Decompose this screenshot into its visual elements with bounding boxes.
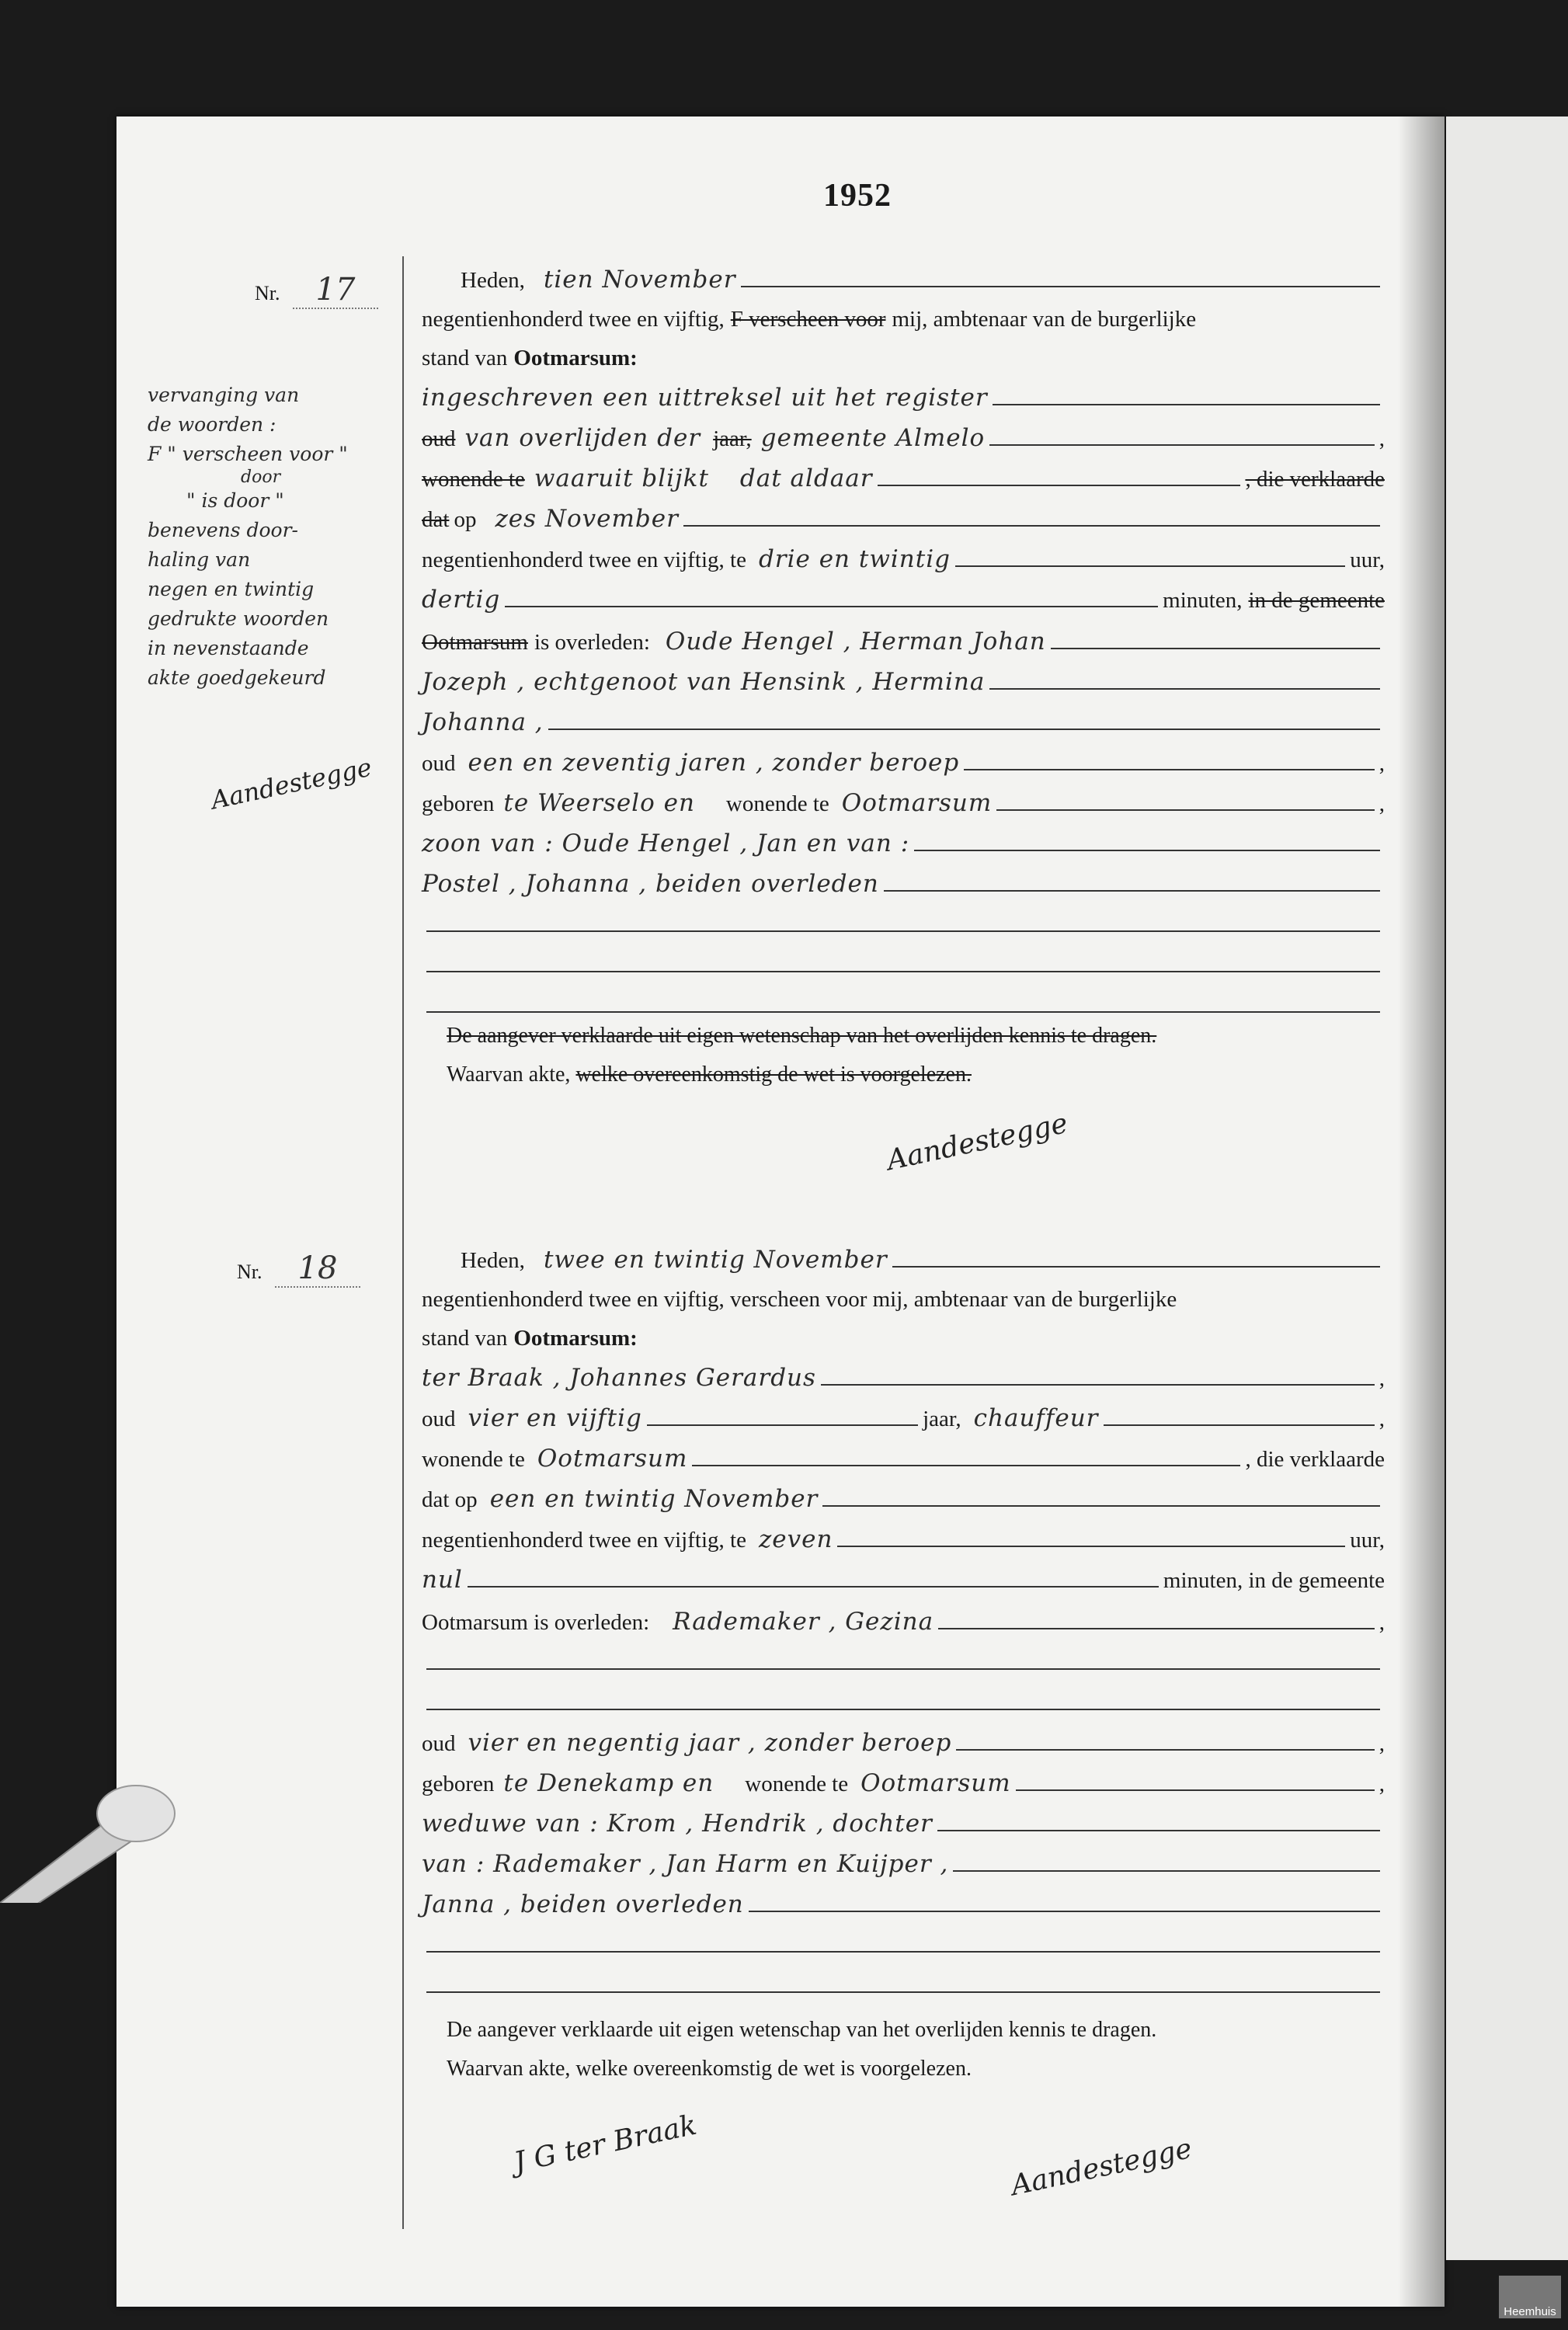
entry1-overleden: is overleden:: [534, 630, 650, 655]
entry-number: [255, 272, 378, 308]
entry2-signature-registrar: Aandestegge: [1008, 2132, 1195, 2203]
entry2-line-12: [422, 1679, 1385, 1716]
entry2-overleden: Ootmarsum is overleden:: [422, 1610, 650, 1635]
entry1-parents2: Postel , Johanna , beiden overleden: [422, 870, 879, 898]
entry1-l2a: negentienhonderd twee en vijftig,: [422, 307, 725, 332]
entry1-hw10: Jozeph , echtgenoot van Hensink , Hermina: [422, 668, 986, 696]
entry2-line-18: [422, 1921, 1385, 1959]
entry2-line-6: [422, 1435, 1385, 1473]
entry2-hour: zeven: [758, 1525, 833, 1553]
entry2-line-16: [422, 1841, 1385, 1878]
entry2-l8: negentienhonderd twee en vijftig, te: [422, 1528, 746, 1553]
entry1-line-3: [422, 334, 1385, 371]
heden-label: Heden,: [461, 1248, 525, 1273]
margin-note: [148, 381, 388, 693]
entry1-line-11: [422, 659, 1385, 696]
entry1-hw2: van overlijden der: [464, 424, 701, 452]
page-clip-icon: [0, 1748, 202, 1903]
entry2-relations1: weduwe van : Krom , Hendrik , dochter: [422, 1810, 933, 1838]
entry2-municipality: Ootmarsum:: [513, 1326, 638, 1351]
margin-note-line: haling van: [148, 548, 251, 571]
entry1-line-14: geboren te Weerselo en wonende te Ootmarsum ,: [422, 789, 1385, 817]
entry1-signature: Aandestegge: [884, 1107, 1071, 1177]
entry1-municipality: Ootmarsum:: [513, 346, 638, 370]
entry2-birthplace: te Denekamp en: [503, 1769, 714, 1797]
entry1-line-10: [422, 618, 1385, 656]
archive-stamp: Heemhuis: [1499, 2276, 1561, 2318]
margin-note-line: F " verscheen voor ": [148, 443, 348, 465]
entry2-oud: oud: [422, 1407, 456, 1431]
entry1-l2-strike: F verscheen voor: [730, 307, 886, 332]
entry1-l8: negentienhonderd twee en vijftig, te: [422, 548, 746, 572]
entry2-line-2: [422, 1275, 1385, 1313]
nr-label: Nr.: [237, 1261, 262, 1283]
entry1-line-1: [422, 256, 1385, 294]
entry1-uur: uur,: [1350, 548, 1385, 572]
entry1-age: een en zeventig jaren , zonder beroep: [468, 749, 960, 777]
entry1-in-de-gemeente: in de gemeente: [1248, 588, 1385, 613]
entry2-wonende: wonende te: [422, 1447, 525, 1472]
heden-label: Heden,: [461, 268, 525, 293]
entry2-uur: uur,: [1350, 1528, 1385, 1553]
entry-number-2: [237, 1250, 360, 1286]
entry2-closing-1: De aangever verklaarde uit eigen wetenschap van het overlijden kennis te dragen.: [447, 2018, 1157, 2042]
entry2-verklaarde: , die verklaarde: [1245, 1447, 1385, 1472]
entry2-line-10: Ootmarsum is overleden: Rademaker , Gezina ,: [422, 1608, 1385, 1636]
margin-signature: Aandestegge: [208, 752, 374, 816]
entry2-line-8: [422, 1516, 1385, 1553]
entry1-line-5: oud van overlijden der jaar, gemeente Almelo ,: [422, 424, 1385, 452]
page-year: 1952: [823, 178, 892, 214]
entry1-dat: dat: [422, 507, 450, 532]
entry2-death-date: een en twintig November: [489, 1485, 819, 1513]
entry1-hw6: zes November: [495, 505, 679, 533]
entry1-oud2: oud: [422, 751, 456, 776]
entry2-line-15: [422, 1800, 1385, 1838]
entry2-deceased-name: Rademaker , Gezina: [673, 1608, 934, 1636]
entry1-date: tien November: [543, 266, 736, 294]
entry2-l2: negentienhonderd twee en vijftig, verscheen voor mij, ambtenaar van de burgerlijke: [422, 1287, 1177, 1312]
entry2-oud2: oud: [422, 1731, 456, 1756]
entry1-op: op: [454, 507, 477, 532]
entry2-line-11: [422, 1639, 1385, 1676]
margin-note-line: akte goedgekeurd: [148, 666, 326, 689]
entry1-wonende2: wonende te: [725, 791, 829, 816]
entry1-residence: Ootmarsum: [841, 789, 993, 817]
margin-rule: [402, 256, 404, 2229]
entry1-line-19: [422, 982, 1385, 1019]
entry1-line-4: [422, 374, 1385, 412]
entry2-line-14: geboren te Denekamp en wonende te Ootmarsum ,: [422, 1769, 1385, 1797]
entry1-line-13: oud een en zeventig jaren , zonder beroep ,: [422, 749, 1385, 777]
nr-label: Nr.: [255, 282, 280, 304]
entry1-minuten: minuten,: [1163, 588, 1243, 613]
entry2-declarant-age: vier en vijftig: [468, 1404, 642, 1432]
entry1-hw1: ingeschreven een uittreksel uit het register: [422, 384, 988, 412]
gutter-shadow: [1398, 116, 1445, 2307]
entry1-line-15: [422, 820, 1385, 857]
entry2-line-9: [422, 1556, 1385, 1594]
entry2-line-13: oud vier en negentig jaar , zonder beroep ,: [422, 1729, 1385, 1757]
entry2-minuten: minuten, in de gemeente: [1163, 1568, 1385, 1593]
nr-value: 17: [293, 272, 379, 309]
entry1-hw8: dertig: [422, 586, 501, 614]
entry2-line-4: ter Braak , Johannes Gerardus ,: [422, 1364, 1385, 1392]
entry1-closing-1: De aangever verklaarde uit eigen wetenschap van het overlijden kennis te dragen.: [447, 1024, 1157, 1048]
entry2-age: vier en negentig jaar , zonder beroep: [468, 1729, 952, 1757]
entry2-closing-2: Waarvan akte, welke overeenkomstig de wet is voorgelezen.: [447, 2057, 972, 2081]
entry1-jaar: jaar,: [713, 426, 752, 451]
entry1-hw4: waaruit blijkt: [534, 464, 709, 492]
entry1-l3: stand van: [422, 346, 508, 370]
adjacent-page-edge: [1446, 116, 1568, 2260]
entry2-jaar: jaar,: [923, 1407, 961, 1431]
entry2-residence: Ootmarsum: [860, 1769, 1011, 1797]
entry1-l2b: mij, ambtenaar van de burgerlijke: [892, 307, 1197, 332]
entry1-line-16: [422, 861, 1385, 898]
entry1-line-7: [422, 496, 1385, 533]
entry1-geboren: geboren: [422, 791, 495, 816]
entry2-date: twee en twintig November: [543, 1246, 888, 1274]
margin-note-line: benevens door-: [148, 519, 298, 541]
entry1-closing-2: [447, 1062, 972, 1087]
margin-note-line: door: [241, 468, 281, 487]
margin-note-line: in nevenstaande: [148, 637, 309, 659]
entry2-minutes: nul: [422, 1566, 463, 1594]
entry1-line-8: [422, 536, 1385, 573]
entry2-relations3: Janna , beiden overleden: [422, 1890, 744, 1918]
entry1-parents1: zoon van : Oude Hengel , Jan en van :: [422, 829, 910, 857]
margin-note-line: gedrukte woorden: [148, 607, 329, 630]
entry1-oud: oud: [422, 426, 456, 451]
entry1-line-9: [422, 576, 1385, 614]
entry1-hw11: Johanna ,: [422, 708, 544, 736]
entry1-line-2: [422, 295, 1385, 332]
entry2-dat-op: dat op: [422, 1487, 478, 1512]
entry2-wonende2: wonende te: [745, 1772, 849, 1796]
entry2-signature-declarant: J G ter Braak: [511, 2109, 700, 2179]
entry1-verklaarde: , die verklaarde: [1245, 467, 1385, 492]
entry2-l3: stand van: [422, 1326, 508, 1351]
entry1-waarvan: Waarvan akte,: [447, 1062, 571, 1087]
entry1-hw7: drie en twintig: [758, 545, 951, 573]
entry1-ootmarsum-struck: Ootmarsum: [422, 630, 528, 655]
margin-note-line: vervanging van: [148, 384, 300, 406]
entry1-line-6: [422, 455, 1385, 492]
entry2-line-17: [422, 1881, 1385, 1918]
entry2-declarant: ter Braak , Johannes Gerardus: [422, 1364, 816, 1392]
entry1-hw5: dat aldaar: [739, 464, 873, 492]
entry2-line-7: [422, 1476, 1385, 1513]
entry1-hw3: gemeente Almelo: [760, 424, 986, 452]
entry1-line-12: [422, 699, 1385, 736]
entry1-line-17: [422, 901, 1385, 938]
entry2-line-5: oud vier en vijftig jaar, chauffeur ,: [422, 1404, 1385, 1432]
entry2-line-19: [422, 1962, 1385, 1999]
entry2-declarant-residence: Ootmarsum: [537, 1445, 688, 1473]
entry2-occupation: chauffeur: [973, 1404, 1099, 1432]
margin-note-line: " is door ": [186, 489, 284, 512]
entry2-relations2: van : Rademaker , Jan Harm en Kuijper ,: [422, 1850, 949, 1878]
nr-value: 18: [275, 1250, 361, 1288]
entry1-line-18: [422, 941, 1385, 979]
entry1-wonende: wonende te: [422, 467, 525, 492]
margin-note-line: negen en twintig: [148, 578, 315, 600]
margin-note-line: de woorden :: [148, 413, 276, 436]
entry2-line-3: [422, 1314, 1385, 1351]
entry2-line-1: [422, 1236, 1385, 1274]
entry1-voorgelezen: welke overeenkomstig de wet is voorgelezen.: [575, 1062, 972, 1087]
entry1-deceased-name: Oude Hengel , Herman Johan: [665, 628, 1046, 656]
entry2-geboren: geboren: [422, 1772, 495, 1796]
entry1-birthplace: te Weerselo en: [503, 789, 695, 817]
